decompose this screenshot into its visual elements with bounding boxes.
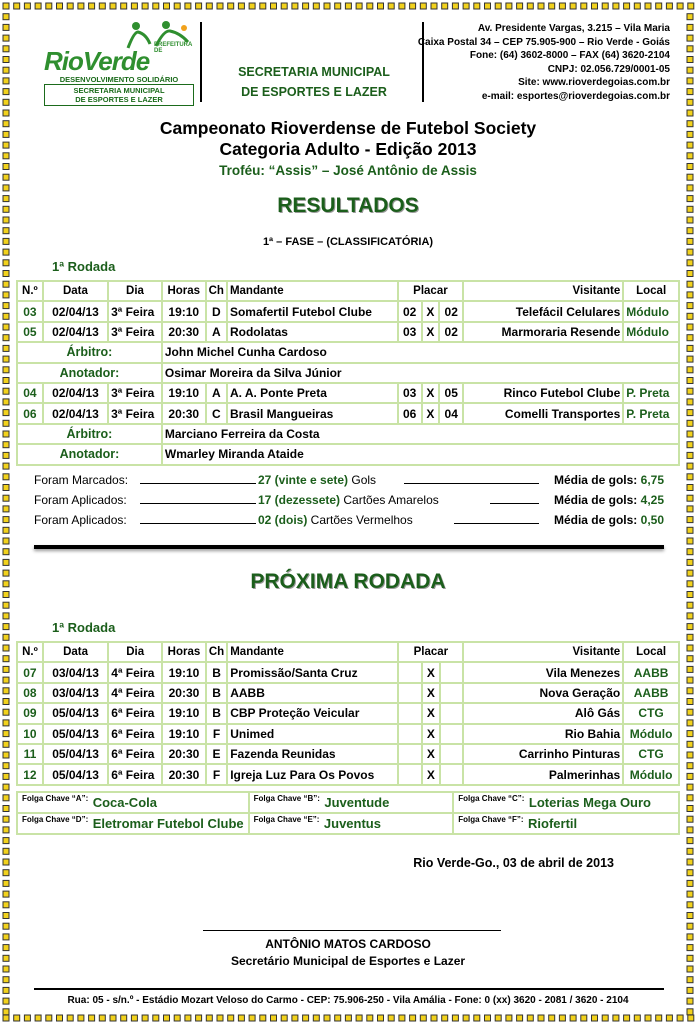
trophy-subtitle: Troféu: “Assis” – José Antônio de Assis [219,163,477,178]
game-number: 09 [17,703,43,723]
folga-label: Folga Chave “D”: [22,814,89,824]
stats-media [554,493,664,507]
folga-cell [453,792,679,813]
home-team: A. A. Ponte Preta [227,383,398,403]
col-header-home: Mandante [227,281,398,301]
folga-cell [17,792,249,813]
folga-label: Folga Chave “F”: [458,814,524,824]
home-goals: 03 [398,322,422,342]
stats-label: Foram Aplicados: [34,513,127,527]
folga-cell [249,813,454,834]
game-hour: 19:10 [162,383,206,403]
stats-media [554,473,664,487]
stats-media-value: 0,50 [640,513,664,527]
logo-sec-line2: DE ESPORTES E LAZER [75,95,163,104]
venue: Módulo [623,764,679,784]
folga-cell [17,813,249,834]
score-x: X [422,744,440,764]
table-row [17,724,679,744]
away-goals [440,662,464,682]
col-header-num: N.º [17,281,43,301]
stats-suffix: Cartões Vermelhos [307,513,413,527]
game-hour: 19:10 [162,662,206,682]
game-date: 03/04/13 [43,683,108,703]
secretaria-title [206,62,422,102]
score-x: X [422,322,440,342]
away-goals [440,724,464,744]
stats-suffix: Cartões Amarelos [340,493,439,507]
folga-label: Folga Chave “A”: [22,793,89,803]
venue: AABB [623,683,679,703]
game-chave: B [206,703,227,723]
stats-row-goals [34,471,664,491]
game-chave: F [206,764,227,784]
logo-brand-text: RioVerde [44,46,150,76]
signatory-name: ANTÔNIO MATOS CARDOSO [265,937,431,951]
game-number: 10 [17,724,43,744]
score-x: X [422,724,440,744]
next-round-heading: PRÓXIMA RODADA [250,570,446,593]
table-row [17,383,679,403]
game-day: 6ª Feira [108,724,162,744]
game-hour: 20:30 [162,744,206,764]
folga-team: Coca-Cola [92,794,157,810]
logo-secretaria-box [44,84,194,106]
away-team: Rio Bahia [463,724,623,744]
home-team: Somafertil Futebol Clube [227,301,398,321]
championship-line1: Campeonato Rioverdense de Futebol Society [159,118,537,138]
venue: Módulo [623,322,679,342]
results-heading: RESULTADOS [277,194,419,217]
game-day: 3ª Feira [108,301,162,321]
score-x: X [422,301,440,321]
venue: CTG [623,744,679,764]
game-date: 05/04/13 [43,703,108,723]
table-row [17,703,679,723]
contact-cnpj: CNPJ: 02.056.729/0001-05 [547,63,670,75]
folga-team: Juventus [323,815,381,831]
game-date: 05/04/13 [43,744,108,764]
game-hour: 19:10 [162,724,206,744]
game-hour: 19:10 [162,703,206,723]
stats-row-yellow [34,491,664,511]
folga-cell [453,813,679,834]
folga-team: Eletromar Futebol Clube [92,815,244,831]
stats-value: 27 (vinte e sete) [258,473,349,487]
score-x: X [422,764,440,784]
game-hour: 19:10 [162,301,206,321]
game-day: 6ª Feira [108,703,162,723]
away-goals: 02 [439,322,463,342]
table-row [17,403,679,423]
game-number: 05 [17,322,43,342]
score-x: X [422,683,440,703]
game-day: 6ª Feira [108,764,162,784]
away-team: Comelli Transportes [463,403,623,423]
stats-value: 17 (dezessete) [258,493,341,507]
folga-team: Juventude [324,794,390,810]
table-row [17,764,679,784]
home-goals [398,724,422,744]
scorer-name: Wmarley Miranda Ataide [162,444,679,464]
folgas-row [17,792,679,813]
home-goals [398,764,422,784]
folga-label: Folga Chave “B”: [253,793,320,803]
referee-name: John Michel Cunha Cardoso [162,342,679,362]
referee-label: Árbitro: [17,424,162,444]
game-date: 02/04/13 [43,383,108,403]
away-team: Rinco Futebol Clube [463,383,623,403]
championship-title [0,118,696,160]
referee-label: Árbitro: [17,342,162,362]
contact-site: Site: www.rioverdegoias.com.br [518,77,670,89]
away-team: Alô Gás [463,703,623,723]
game-day: 3ª Feira [108,383,162,403]
next-header-row [17,642,679,662]
game-chave: C [206,403,227,423]
referee-row [17,342,679,362]
game-day: 6ª Feira [108,744,162,764]
signature-block [0,936,696,970]
signature-line [203,930,501,931]
results-header-row [17,281,679,301]
score-x: X [422,662,440,682]
scorer-row [17,363,679,383]
stats-label: Foram Aplicados: [34,493,127,507]
game-date: 05/04/13 [43,764,108,784]
away-team: Nova Geração [463,683,623,703]
stats-media-label: Média de gols: [553,473,638,487]
logo-sec-line1: SECRETARIA MUNICIPAL [73,86,165,95]
table-row [17,662,679,682]
referee-row [17,424,679,444]
venue: Módulo [623,724,679,744]
venue: P. Preta [623,403,679,423]
table-row [17,683,679,703]
game-date: 05/04/13 [43,724,108,744]
col-header-hour: Horas [162,642,206,662]
col-header-chave: Ch [206,642,227,662]
away-goals [440,683,464,703]
stats-block [34,471,664,531]
home-goals [398,683,422,703]
home-team: Fazenda Reunidas [227,744,398,764]
col-header-away: Visitante [463,642,623,662]
col-header-day: Dia [108,281,162,301]
stats-media-value: 4,25 [640,493,664,507]
stats-media-value: 6,75 [640,473,664,487]
game-day: 3ª Feira [108,322,162,342]
stats-media-label: Média de gols: [553,493,638,507]
away-goals [440,764,464,784]
game-hour: 20:30 [162,683,206,703]
game-number: 04 [17,383,43,403]
leader-line [140,503,256,504]
results-table [16,280,680,466]
score-x: X [422,383,440,403]
venue: CTG [623,703,679,723]
away-team: Telefácil Celulares [463,301,623,321]
home-goals: 02 [398,301,422,321]
contact-postal: Caixa Postal 34 – CEP 75.905-900 – Rio Verde - Goiás [417,36,670,48]
venue: Módulo [623,301,679,321]
scorer-label: Anotador: [17,444,162,464]
stats-label: Foram Marcados: [34,473,129,487]
game-chave: B [206,683,227,703]
stats-value: 02 (dois) [258,513,308,527]
contact-phone: Fone: (64) 3602-8000 – FAX (64) 3620-2104 [469,50,670,62]
away-goals [440,703,464,723]
leader-line [140,483,256,484]
referee-name: Marciano Ferreira da Costa [162,424,679,444]
table-row [17,322,679,342]
game-day: 4ª Feira [108,683,162,703]
round-label: 1ª Rodada [52,259,116,274]
home-team: Brasil Mangueiras [227,403,398,423]
stats-media-label: Média de gols: [553,513,638,527]
leader-line [404,483,539,484]
leader-line [454,523,539,524]
folga-cell [249,792,454,813]
col-header-venue: Local [623,281,679,301]
folgas-row [17,813,679,834]
stats-media [554,513,664,527]
venue: P. Preta [623,383,679,403]
footer-divider [34,988,664,990]
col-header-chave: Ch [206,281,227,301]
home-goals [398,703,422,723]
document-date: Rio Verde-Go., 03 de abril de 2013 [413,856,614,870]
home-goals: 03 [398,383,422,403]
scorer-name: Osimar Moreira da Silva Júnior [162,363,679,383]
game-number: 07 [17,662,43,682]
game-hour: 20:30 [162,764,206,784]
game-number: 03 [17,301,43,321]
away-team: Palmerinhas [463,764,623,784]
stats-value-wrap [258,493,439,507]
game-day: 3ª Feira [108,403,162,423]
away-team: Vila Menezes [463,662,623,682]
game-hour: 20:30 [162,322,206,342]
home-team: Rodolatas [227,322,398,342]
home-goals: 06 [398,403,422,423]
game-number: 11 [17,744,43,764]
away-goals: 04 [439,403,463,423]
signatory-role: Secretário Municipal de Esportes e Lazer [230,954,466,968]
stats-row-red [34,511,664,531]
home-team: CBP Proteção Veicular [227,703,398,723]
home-team: Unimed [227,724,398,744]
game-chave: B [206,662,227,682]
col-header-date: Data [43,281,108,301]
game-chave: A [206,383,227,403]
home-team: AABB [227,683,398,703]
score-x: X [422,403,440,423]
game-date: 02/04/13 [43,322,108,342]
stats-value-wrap [258,473,376,487]
leader-line [140,523,256,524]
col-header-away: Visitante [463,281,623,301]
col-header-venue: Local [623,642,679,662]
away-goals: 05 [439,383,463,403]
footer-address: Rua: 05 - s/n.º - Estádio Mozart Veloso do Carmo - CEP: 75.906-250 - Vila Amália - Fone: 0 (xx) 3620 - 2081 / 3620 - 2104 [67,995,629,1006]
folga-team: Riofertil [528,815,578,831]
away-goals: 02 [439,301,463,321]
game-chave: A [206,322,227,342]
venue: AABB [623,662,679,682]
stats-value-wrap [258,513,413,527]
col-header-day: Dia [108,642,162,662]
table-row [17,744,679,764]
secretaria-line2: DE ESPORTES E LAZER [241,85,387,99]
table-row [17,301,679,321]
stats-suffix: Gols [348,473,377,487]
col-header-num: N.º [17,642,43,662]
game-chave: E [206,744,227,764]
away-team: Carrinho Pinturas [463,744,623,764]
game-date: 03/04/13 [43,662,108,682]
secretaria-line1: SECRETARIA MUNICIPAL [238,65,390,79]
col-header-date: Data [43,642,108,662]
game-date: 02/04/13 [43,403,108,423]
folgas-table [16,791,680,835]
contact-block [418,22,670,104]
home-goals [398,744,422,764]
prefeitura-logo [36,20,196,106]
scorer-row [17,444,679,464]
header-divider-left [200,22,202,102]
score-x: X [422,703,440,723]
logo-prefeitura-text: PREFEITURA DE [154,42,193,54]
home-goals [398,662,422,682]
game-number: 06 [17,403,43,423]
away-team: Marmoraria Resende [463,322,623,342]
col-header-home: Mandante [227,642,398,662]
game-date: 02/04/13 [43,301,108,321]
leader-line [490,503,539,504]
section-divider [34,545,664,549]
game-chave: D [206,301,227,321]
contact-email: e-mail: esportes@rioverdegoias.com.br [481,90,670,102]
game-hour: 20:30 [162,403,206,423]
folga-label: Folga Chave “C”: [458,793,525,803]
home-team: Igreja Luz Para Os Povos [227,764,398,784]
championship-line2: Categoria Adulto - Edição 2013 [219,139,477,159]
game-number: 08 [17,683,43,703]
col-header-hour: Horas [162,281,206,301]
next-round-label: 1ª Rodada [52,620,116,635]
folga-team: Loterias Mega Ouro [528,794,651,810]
folga-label: Folga Chave “E”: [253,814,320,824]
game-number: 12 [17,764,43,784]
game-day: 4ª Feira [108,662,162,682]
scorer-label: Anotador: [17,363,162,383]
contact-address: Av. Presidente Vargas, 3.215 – Vila Maria [477,23,670,34]
col-header-score: Placar [398,642,463,662]
phase-label: 1ª – FASE – (CLASSIFICATÓRIA) [262,236,434,248]
away-goals [440,744,464,764]
next-games-table [16,641,680,786]
game-chave: F [206,724,227,744]
logo-dev-text: DESENVOLVIMENTO SOLIDÁRIO [59,75,179,84]
col-header-score: Placar [398,281,463,301]
home-team: Promissão/Santa Cruz [227,662,398,682]
